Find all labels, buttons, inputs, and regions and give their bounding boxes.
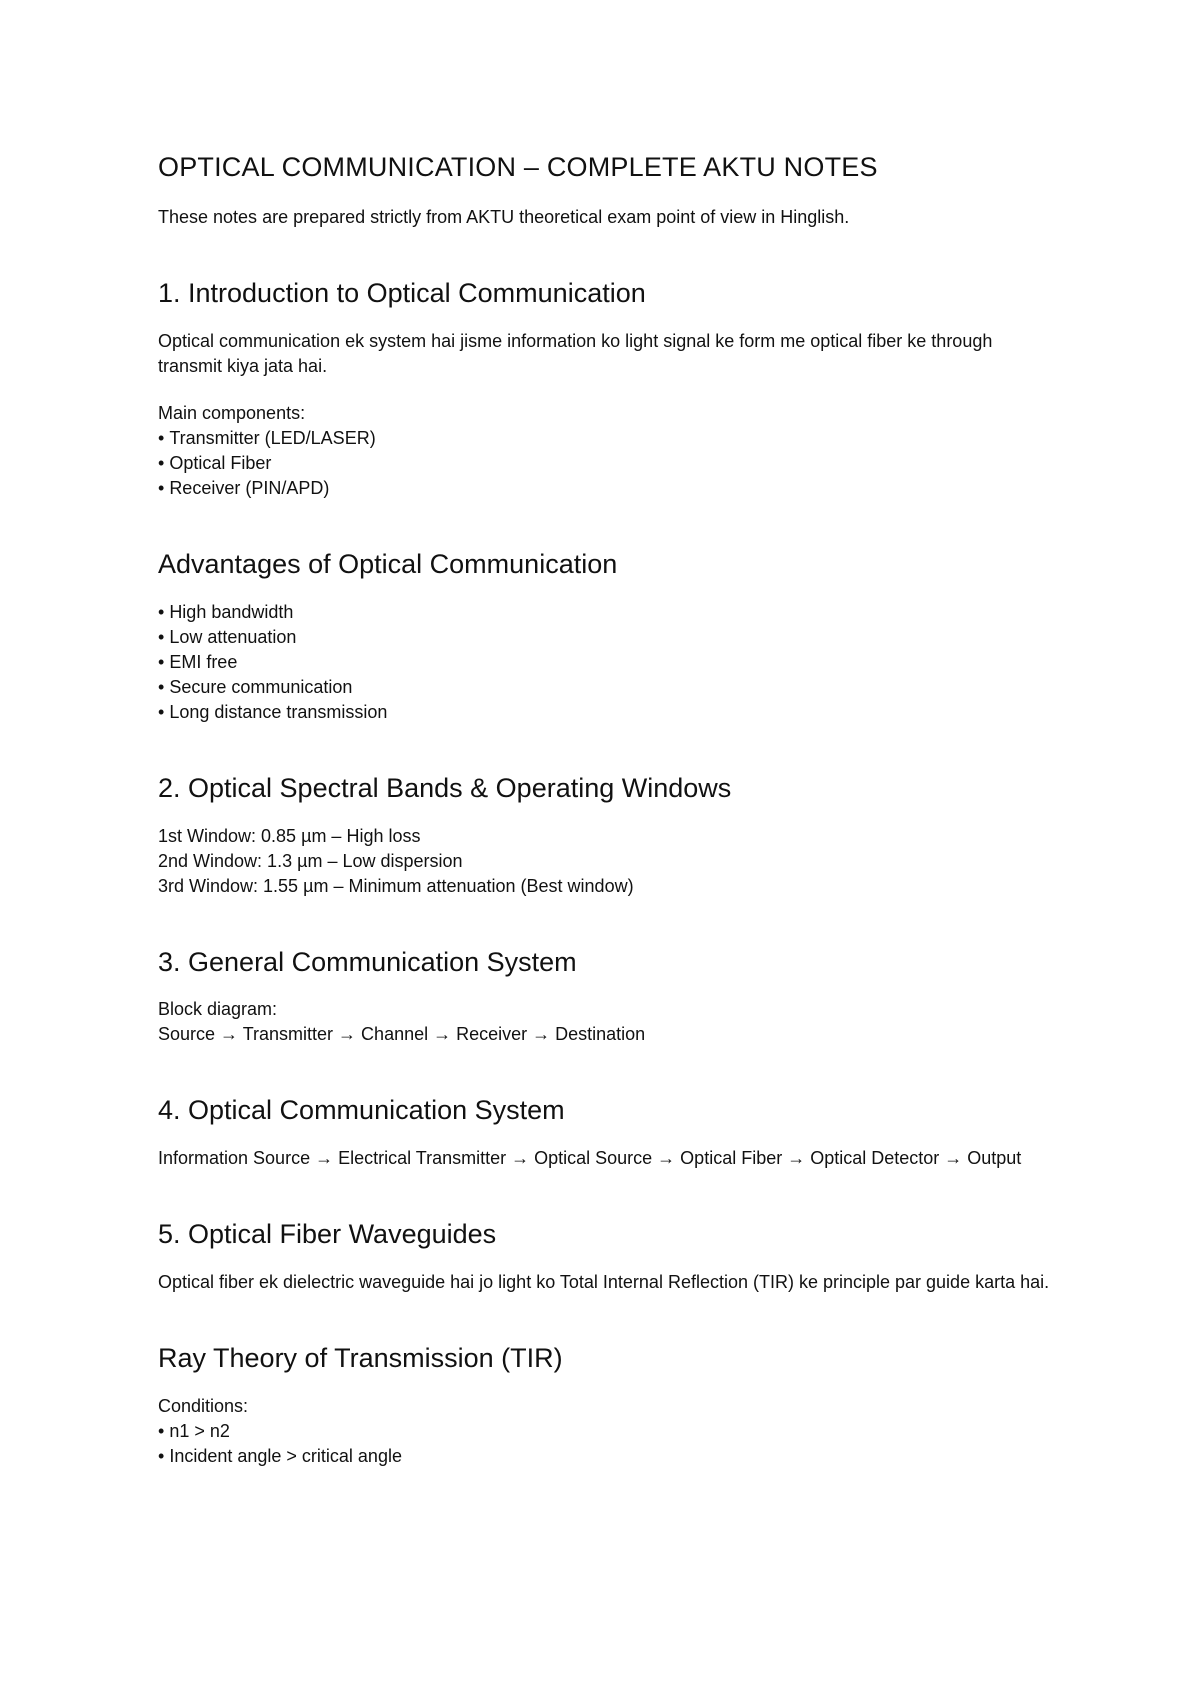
section-optical-system <box>158 1094 1058 1171</box>
advantages-list <box>158 600 1058 725</box>
window-line: 1st Window: 0.85 µm – High loss <box>158 825 421 846</box>
section-advantages <box>158 548 1058 725</box>
list-item: • Low attenuation <box>158 625 1058 650</box>
list-item: • High bandwidth <box>158 600 1058 625</box>
list-item: • Long distance transmission <box>158 700 1058 725</box>
list-item: • Receiver (PIN/APD) <box>158 476 1058 501</box>
section-heading: Ray Theory of Transmission (TIR) <box>158 1342 563 1373</box>
section-heading: 4. Optical Communication System <box>158 1095 565 1126</box>
section-spectral-bands <box>158 772 1058 899</box>
section-heading: 3. General Communication System <box>158 946 577 977</box>
section-paragraph: Optical communication ek system hai jisme information ko light signal ke form me optical fiber ke through transmit kiya jata hai. <box>158 331 993 377</box>
components-label: Main components: <box>158 403 306 424</box>
list-item: • Optical Fiber <box>158 451 1058 476</box>
section-heading: Advantages of Optical Communication <box>158 549 618 580</box>
window-line: 3rd Window: 1.55 µm – Minimum attenuation (Best window) <box>158 875 634 896</box>
document-page <box>158 150 1058 1469</box>
section-waveguides <box>158 1218 1058 1295</box>
block-diagram-label: Block diagram: <box>158 999 278 1020</box>
section-heading: 1. Introduction to Optical Communication <box>158 278 646 309</box>
list-item: • Transmitter (LED/LASER) <box>158 426 1058 451</box>
section-ray-theory <box>158 1342 1058 1469</box>
section-general-system <box>158 946 1058 1048</box>
document-intro: These notes are prepared strictly from AKTU theoretical exam point of view in Hinglish. <box>158 207 850 228</box>
section-introduction <box>158 277 1058 501</box>
conditions-list <box>158 1419 1058 1469</box>
list-item: • EMI free <box>158 650 1058 675</box>
block-diagram-flow: Source → Transmitter → Channel → Receiver → Destination <box>158 1024 646 1045</box>
conditions-label: Conditions: <box>158 1395 249 1416</box>
document-title: OPTICAL COMMUNICATION – COMPLETE AKTU NOTES <box>158 152 878 182</box>
list-item: • Secure communication <box>158 675 1058 700</box>
section-heading: 2. Optical Spectral Bands & Operating Windows <box>158 772 732 803</box>
list-item: • Incident angle > critical angle <box>158 1444 1058 1469</box>
section-paragraph: Optical fiber ek dielectric waveguide hai jo light ko Total Internal Reflection (TIR) ke principle par guide karta hai. <box>158 1271 1050 1292</box>
system-flow: Information Source → Electrical Transmitter → Optical Source → Optical Fiber → Optical Detector → Output <box>158 1148 1022 1169</box>
window-line: 2nd Window: 1.3 µm – Low dispersion <box>158 850 463 871</box>
section-heading: 5. Optical Fiber Waveguides <box>158 1219 497 1250</box>
components-list <box>158 426 1058 501</box>
list-item: • n1 > n2 <box>158 1419 1058 1444</box>
